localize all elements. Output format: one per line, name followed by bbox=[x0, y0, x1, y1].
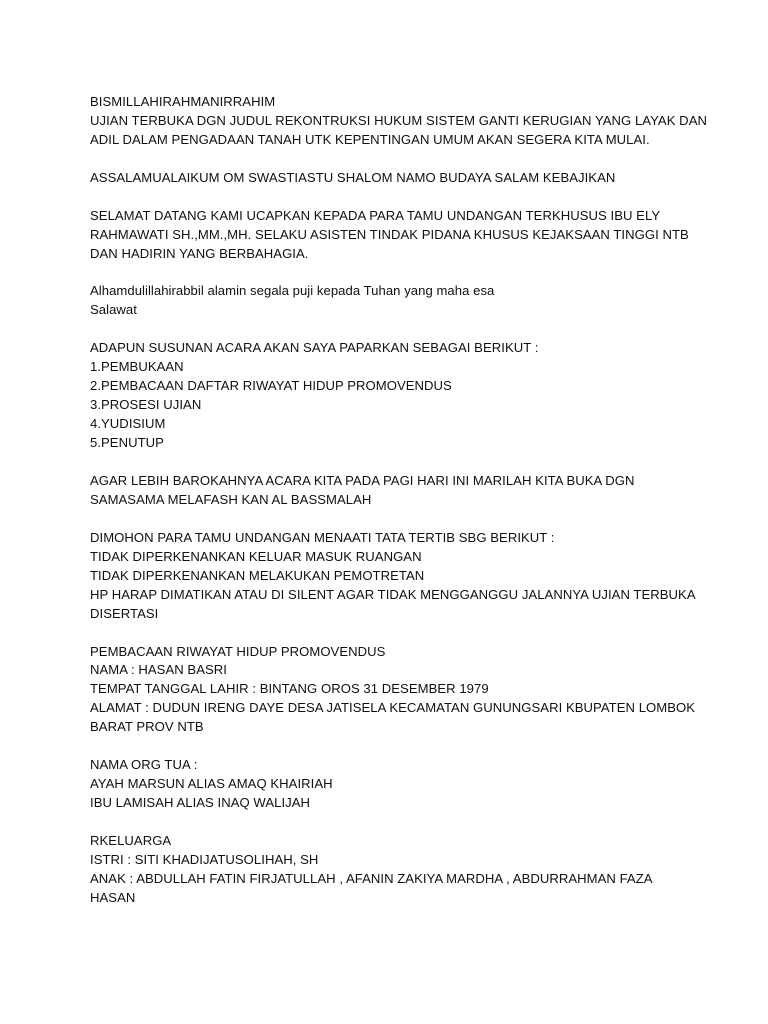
paragraph bbox=[90, 472, 690, 510]
text-line: SELAMAT DATANG KAMI UCAPKAN KEPADA PARA TAMU UNDANGAN TERKHUSUS IBU ELY bbox=[90, 207, 661, 223]
text-line: TIDAK DIPERKENANKAN MELAKUKAN PEMOTRETAN bbox=[90, 567, 425, 583]
paragraph bbox=[90, 529, 696, 624]
text-line: ISTRI : SITI KHADIJATUSOLIHAH, SH bbox=[90, 851, 319, 867]
text-line: RAHMAWATI SH.,MM.,MH. SELAKU ASISTEN TINDAK PIDANA KHUSUS KEJAKSAAN TINGGI NTB bbox=[90, 226, 689, 242]
text-line: DIMOHON PARA TAMU UNDANGAN MENAATI TATA TERTIB SBG BERIKUT : bbox=[90, 529, 555, 545]
text-line: NAMA ORG TUA : bbox=[90, 757, 198, 773]
text-line: 4.YUDISIUM bbox=[90, 416, 166, 432]
text-line: Salawat bbox=[90, 302, 137, 318]
text-line: AYAH MARSUN ALIAS AMAQ KHAIRIAH bbox=[90, 776, 333, 792]
text-line: 1.PEMBUKAAN bbox=[90, 359, 184, 375]
text-line: UJIAN TERBUKA DGN JUDUL REKONTRUKSI HUKUM SISTEM GANTI KERUGIAN YANG LAYAK DAN bbox=[90, 112, 707, 128]
paragraph bbox=[90, 93, 707, 150]
document-body bbox=[90, 93, 707, 927]
paragraph bbox=[90, 169, 690, 188]
text-line: ALAMAT : DUDUN IRENG DAYE DESA JATISELA KECAMATAN GUNUNGSARI KBUPATEN LOMBOK bbox=[90, 700, 696, 716]
text-line: HASAN bbox=[90, 889, 136, 905]
text-line: 5.PENUTUP bbox=[90, 435, 164, 451]
text-line: BISMILLAHIRAHMANIRRAHIM bbox=[90, 94, 276, 109]
text-line: DISERTASI bbox=[90, 605, 159, 621]
paragraph bbox=[90, 339, 690, 453]
text-line: ADIL DALAM PENGADAAN TANAH UTK KEPENTINGAN UMUM AKAN SEGERA KITA MULAI. bbox=[90, 131, 650, 147]
text-line: HP HARAP DIMATIKAN ATAU DI SILENT AGAR TIDAK MENGGANGGU JALANNYA UJIAN TERBUKA bbox=[90, 586, 696, 602]
text-line: RKELUARGA bbox=[90, 833, 172, 849]
text-line: ADAPUN SUSUNAN ACARA AKAN SAYA PAPARKAN SEBAGAI BERIKUT : bbox=[90, 340, 539, 356]
text-line: BARAT PROV NTB bbox=[90, 719, 204, 735]
text-line: ASSALAMUALAIKUM OM SWASTIASTU SHALOM NAMO BUDAYA SALAM KEBAJIKAN bbox=[90, 169, 616, 185]
text-line: IBU LAMISAH ALIAS INAQ WALIJAH bbox=[90, 795, 311, 811]
text-line: 2.PEMBACAAN DAFTAR RIWAYAT HIDUP PROMOVENDUS bbox=[90, 378, 452, 394]
paragraph bbox=[90, 643, 696, 738]
paragraph bbox=[90, 756, 690, 813]
paragraph bbox=[90, 832, 690, 908]
text-line: PEMBACAAN RIWAYAT HIDUP PROMOVENDUS bbox=[90, 643, 386, 659]
text-line: AGAR LEBIH BAROKAHNYA ACARA KITA PADA PAGI HARI INI MARILAH KITA BUKA DGN bbox=[90, 472, 635, 488]
text-line: TEMPAT TANGGAL LAHIR : BINTANG OROS 31 DESEMBER 1979 bbox=[90, 681, 489, 697]
text-line: SAMASAMA MELAFASH KAN AL BASSMALAH bbox=[90, 491, 372, 507]
text-line: DAN HADIRIN YANG BERBAHAGIA. bbox=[90, 245, 309, 261]
paragraph bbox=[90, 282, 690, 320]
text-line: 3.PROSESI UJIAN bbox=[90, 397, 202, 413]
paragraph bbox=[90, 207, 690, 264]
text-line: TIDAK DIPERKENANKAN KELUAR MASUK RUANGAN bbox=[90, 548, 422, 564]
text-line: NAMA : HASAN BASRI bbox=[90, 662, 227, 678]
text-line: Alhamdulillahirabbil alamin segala puji kepada Tuhan yang maha esa bbox=[90, 283, 495, 299]
text-line: ANAK : ABDULLAH FATIN FIRJATULLAH , AFANIN ZAKIYA MARDHA , ABDURRAHMAN FAZA bbox=[90, 870, 653, 886]
